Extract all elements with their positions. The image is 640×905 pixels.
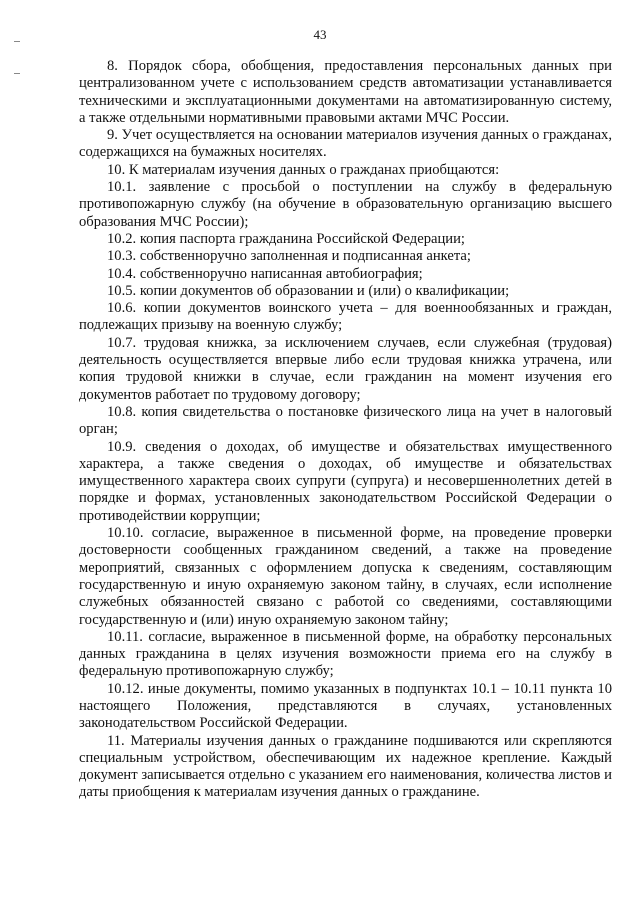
paragraph-10-11: 10.11. согласие, выраженное в письменной форме, на обработку персональных данных гражданина в целях изучения возможности приема его на службу в федеральную противопожарную службу;: [79, 628, 612, 680]
paragraph-10-5: 10.5. копии документов об образовании и (или) о квалификации;: [107, 282, 510, 299]
scan-margin-mark: [14, 41, 20, 42]
paragraph-10-1: 10.1. заявление с просьбой о поступлении на службу в федеральную противопожарную службу (на обучение в образовательную организацию высшего образования МЧС России);: [79, 179, 612, 230]
paragraph-10-7: 10.7. трудовая книжка, за исключением случаев, если служебная (трудовая) деятельность осуществляется впервые либо если трудовая книжка утрачена, или копия трудовой книжки в случае, если гражданин на момент изучения его документов работает по трудовому договору;: [79, 334, 612, 403]
paragraph-10-3: 10.3. собственноручно заполненная и подписанная анкета;: [107, 248, 471, 265]
page-number: 43: [313, 27, 327, 42]
paragraph-10-6: 10.6. копии документов воинского учета – для военнообязанных и граждан, подлежащих призыву на военную службу;: [79, 300, 612, 334]
paragraph-11: 11. Материалы изучения данных о гражданине подшиваются или скрепляются специальным устройством, обеспечивающим их надежное крепление. Каждый документ записывается отдельно с указанием его наименования, количества листов и даты приобщения к материалам изучения данных о гражданине.: [79, 732, 612, 801]
paragraph-10-12: 10.12. иные документы, помимо указанных в подпунктах 10.1 – 10.11 пункта 10 настоящего Положения, представляются в случаях, установленных законодательством Российской Федерации.: [79, 680, 612, 732]
paragraph-10-2: 10.2. копия паспорта гражданина Российской Федерации;: [107, 230, 465, 247]
paragraph-8: 8. Порядок сбора, обобщения, предоставления персональных данных при централизованном учете с использованием средств автоматизации устанавливается техническими и эксплуатационными документами на автоматизированную систему, а также отдельными нормативными правовыми актами МЧС России.: [79, 58, 612, 126]
document-body: [79, 58, 612, 802]
paragraph-10-9: 10.9. сведения о доходах, об имуществе и обязательствах имущественного характера, а также сведения о доходах, об имуществе и обязательствах имущественного характера своих супруги (супруга) и несовершеннолетних детей в порядке и формах, установленных законодательством Российской Федерации о противодействии коррупции;: [79, 438, 612, 524]
scan-margin-mark: [14, 73, 20, 74]
paragraph-10-8: 10.8. копия свидетельства о постановке физического лица на учет в налоговый орган;: [79, 403, 612, 438]
paragraph-10: 10. К материалам изучения данных о гражданах приобщаются:: [107, 161, 500, 178]
paragraph-10-10: 10.10. согласие, выраженное в письменной форме, на проведение проверки достоверности сообщенных гражданином сведений, а также на проведение мероприятий, связанных с оформлением допуска к сведениям, составляющим государственную и иную охраняемую законом тайну, в случаях, если исполнение служебных обязанностей связано с работой со сведениями, составляющими государственную и (или) иную охраняемую законом тайну;: [79, 525, 612, 628]
paragraph-9: 9. Учет осуществляется на основании материалов изучения данных о гражданах, содержащихся на бумажных носителях.: [79, 127, 612, 161]
paragraph-10-4: 10.4. собственноручно написанная автобиография;: [107, 265, 423, 282]
